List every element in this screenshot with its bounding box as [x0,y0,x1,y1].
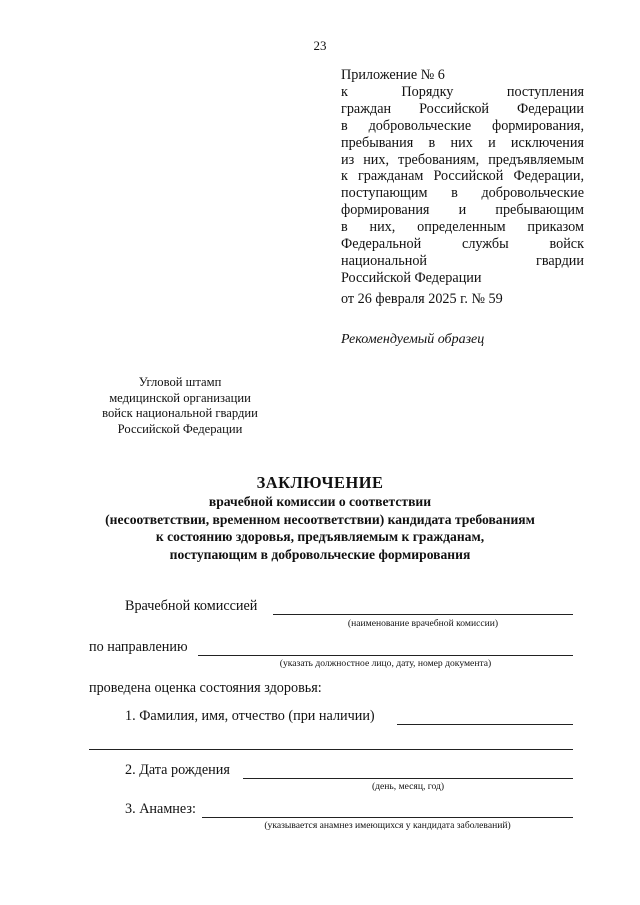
commission-field-line[interactable] [273,614,573,615]
assessment-text: проведена оценка состояния здоровья: [89,680,322,696]
appendix-line: национальной гвардии [341,252,584,269]
title-line: поступающим в добровольческие формирования [169,546,471,562]
corner-stamp-placeholder [80,375,280,437]
commission-label: Врачебной комиссией [125,598,258,614]
title-line: (несоответствии, временном несоответствии) кандидата требованиям [105,511,535,527]
appendix-line: к гражданам Российской Федерации, [341,168,584,185]
appendix-line: Приложение № 6 [341,67,445,83]
referral-label: по направлению [89,639,188,655]
title-line: к состоянию здоровья, предъявляемым к гражданам, [155,529,485,544]
referral-field-line[interactable] [198,655,573,656]
title-main: ЗАКЛЮЧЕНИЕ [256,473,384,492]
fullname-label: 1. Фамилия, имя, отчество (при наличии) [125,708,375,724]
sample-label: Рекомендуемый образец [341,332,485,347]
appendix-line: Российской Федерации [341,269,482,286]
appendix-line: граждан Российской Федерации [341,100,584,117]
appendix-line: в добровольческие формирования, [341,117,584,134]
anamnesis-field-line[interactable] [202,817,573,818]
fullname-continuation-line[interactable] [89,749,573,750]
appendix-line: из них, требованиям, предъявляемым [341,151,584,168]
anamnesis-hint: (указывается анамнез имеющихся у кандидата заболеваний) [264,820,511,831]
appendix-line: формирования и пребывающим [341,202,584,219]
birthdate-field-line[interactable] [243,778,573,779]
appendix-date: от 26 февраля 2025 г. № 59 [341,290,503,307]
title-line: врачебной комиссии о соответствии [208,494,432,509]
referral-hint: (указать должностное лицо, дату, номер документа) [279,658,492,669]
appendix-block [341,67,584,308]
stamp-line: Российской Федерации [117,421,243,436]
birthdate-label: 2. Дата рождения [125,762,230,778]
stamp-line: войск национальной гвардии [102,406,258,421]
birthdate-hint: (день, месяц, год) [371,781,445,792]
appendix-line: пребывания в них и исключения [341,134,584,151]
anamnesis-label: 3. Анамнез: [125,801,196,817]
stamp-line: медицинской организации [109,390,251,405]
page-number: 23 [313,38,327,53]
appendix-line: поступающим в добровольческие [341,185,584,202]
commission-hint: (наименование врачебной комиссии) [347,618,499,629]
appendix-line: в них, определенным приказом [341,219,584,236]
fullname-field-line[interactable] [397,724,573,725]
document-title [40,473,600,563]
appendix-line: к Порядку поступления [341,83,584,100]
stamp-line: Угловой штамп [138,375,222,389]
appendix-line: Федеральной службы войск [341,236,584,253]
